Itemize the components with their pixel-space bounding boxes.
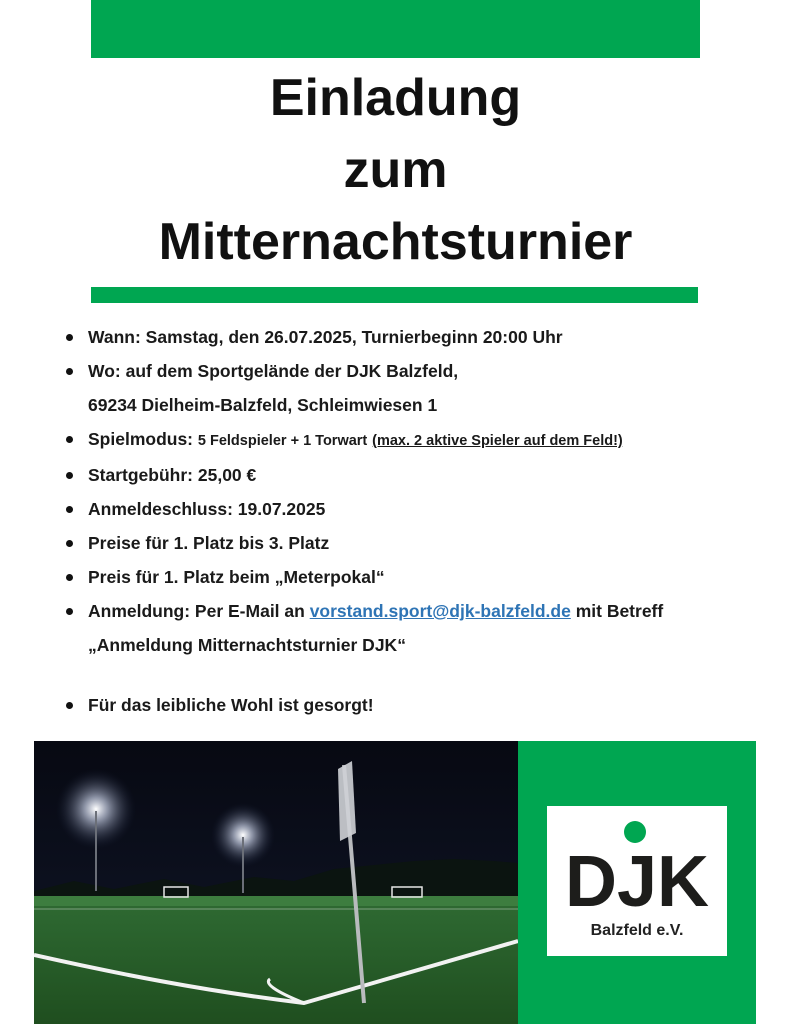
- logo-panel: [518, 741, 756, 1024]
- football-pitch-photo: [34, 741, 518, 1024]
- wo-line-1: Wo: auf dem Sportgelände der DJK Balzfeld,: [88, 361, 459, 381]
- info-list: [60, 320, 760, 722]
- wann-text: Wann: Samstag, den 26.07.2025, Turnierbeginn 20:00 Uhr: [88, 327, 563, 347]
- preise-text: Preise für 1. Platz bis 3. Platz: [88, 533, 330, 553]
- bullet-icon: [66, 540, 73, 547]
- startgebuehr-text: Startgebühr: 25,00 €: [88, 465, 257, 485]
- logo-green-dot: [624, 821, 646, 843]
- list-item-spielmodus: [60, 422, 760, 458]
- anmeldung-prefix: Anmeldung: Per E-Mail an: [88, 601, 305, 621]
- spielmodus-text: 5 Feldspieler + 1 Torwart: [197, 433, 368, 449]
- list-item-startgebuehr: [60, 458, 760, 492]
- anmeldung-suffix: mit Betreff: [575, 601, 664, 621]
- pitch-illustration: [34, 741, 518, 1024]
- bullet-icon: [66, 436, 73, 443]
- wohl-text: Für das leibliche Wohl ist gesorgt!: [88, 695, 374, 715]
- list-item-wann: [60, 320, 760, 354]
- logo-text: DJK: [564, 842, 710, 922]
- list-item-anmeldeschluss: [60, 492, 760, 526]
- bullet-icon: [66, 574, 73, 581]
- spielmodus-label: Spielmodus:: [88, 429, 194, 449]
- djk-logo: [547, 806, 727, 956]
- spielmodus-note: (max. 2 aktive Spieler auf dem Feld!): [372, 433, 623, 449]
- list-item-wohl: [60, 688, 760, 722]
- list-item-wo: [60, 354, 760, 422]
- title-line-2: zum: [343, 141, 448, 199]
- anmeldeschluss-text: Anmeldeschluss: 19.07.2025: [88, 499, 326, 519]
- bullet-icon: [66, 368, 73, 375]
- title-line-1: Einladung: [269, 69, 522, 127]
- bullet-icon: [66, 608, 73, 615]
- list-item-anmeldung: [60, 594, 760, 662]
- page-title: [0, 62, 791, 278]
- bullet-icon: [66, 702, 73, 709]
- bullet-icon: [66, 506, 73, 513]
- logo-subtitle: Balzfeld e.V.: [590, 922, 684, 939]
- anmeldung-subject: „Anmeldung Mitternachtsturnier DJK“: [88, 635, 406, 655]
- email-link[interactable]: vorstand.sport@djk-balzfeld.de: [309, 601, 571, 621]
- wo-line-2: 69234 Dielheim-Balzfeld, Schleimwiesen 1: [88, 395, 438, 415]
- divider-green-bar: [91, 287, 698, 303]
- list-item-meterpokal: [60, 560, 760, 594]
- bullet-icon: [66, 472, 73, 479]
- bullet-icon: [66, 334, 73, 341]
- top-green-bar: [91, 0, 700, 58]
- title-line-3: Mitternachtsturnier: [158, 213, 633, 271]
- meterpokal-text: Preis für 1. Platz beim „Meterpokal“: [88, 567, 385, 587]
- list-item-preise: [60, 526, 760, 560]
